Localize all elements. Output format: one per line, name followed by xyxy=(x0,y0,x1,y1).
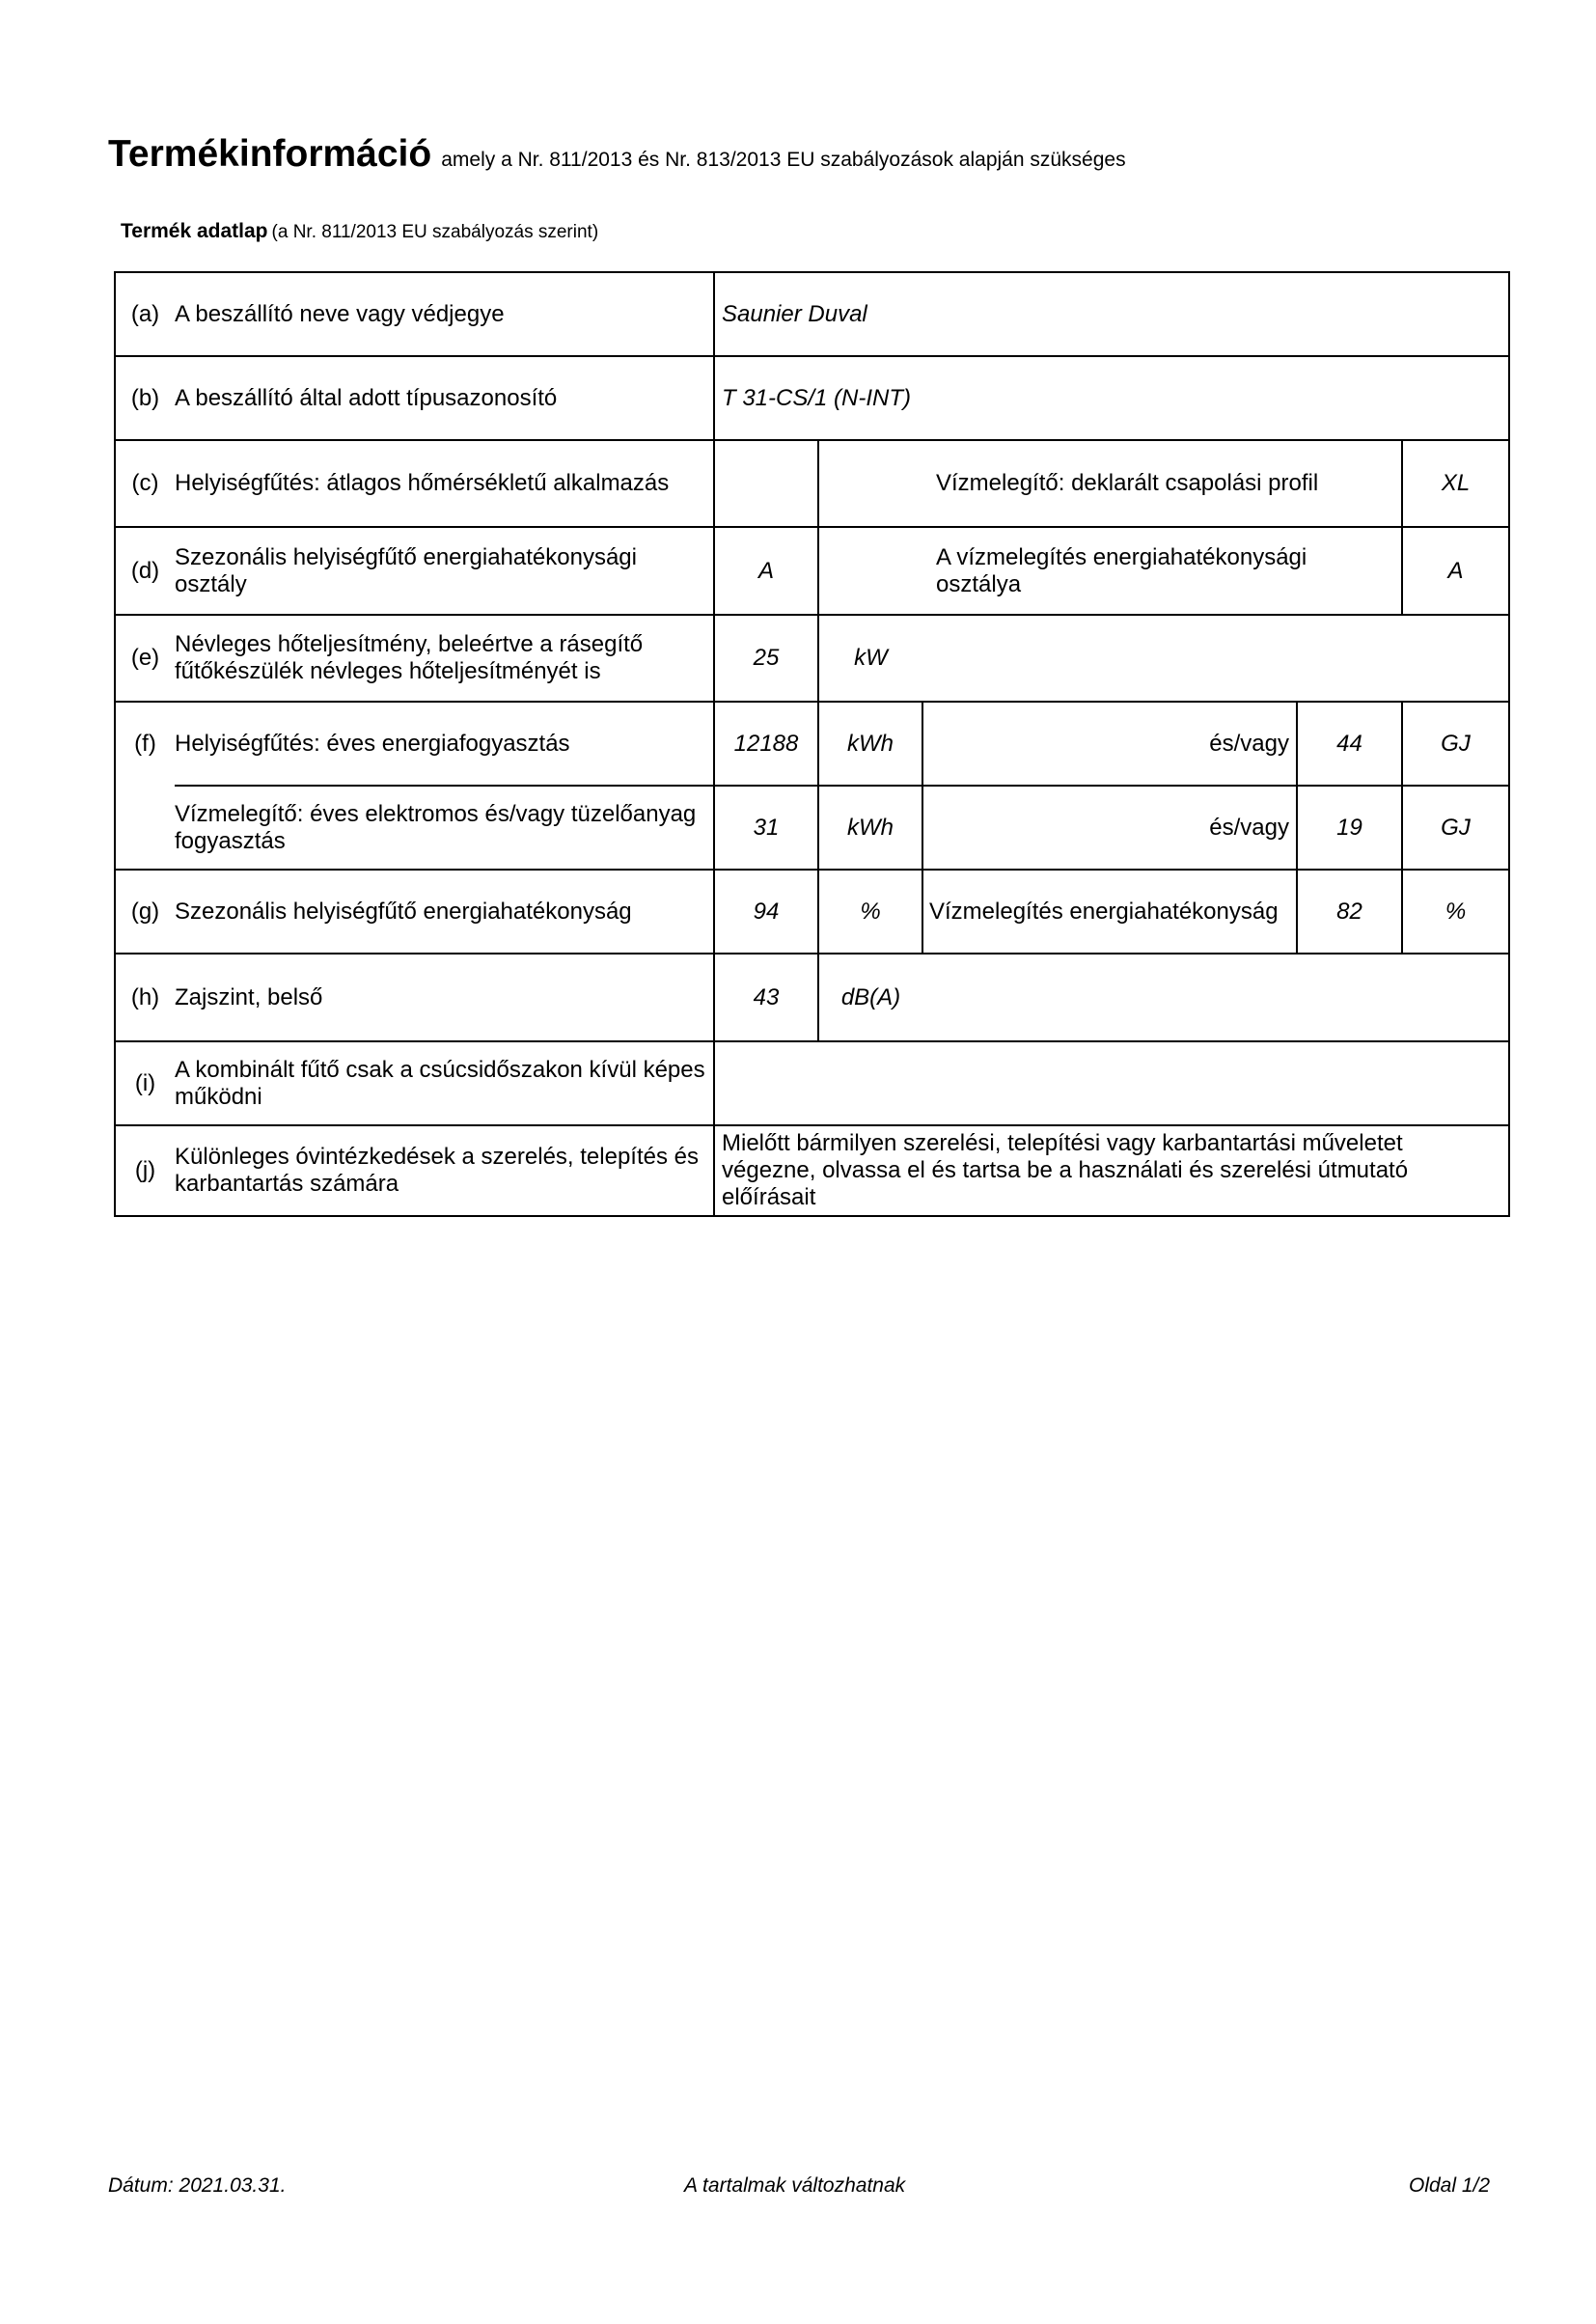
unit-kwh: kWh xyxy=(818,702,922,786)
row-code: (j) xyxy=(115,1125,175,1216)
table-row-g xyxy=(115,870,1509,954)
table-row-f2 xyxy=(115,786,1509,870)
product-fiche-table xyxy=(114,271,1510,1217)
water-heating-class-label-text: A vízmelegítés energiahatékonysági osztálya xyxy=(936,543,1307,597)
water-heating-efficiency-label: Vízmelegítés energiahatékonyság xyxy=(922,870,1297,954)
off-peak-value xyxy=(714,1041,1509,1125)
row-label: A beszállító által adott típusazonosító xyxy=(175,356,714,440)
row-label: Vízmelegítő: éves elektromos és/vagy tüzelőanyag fogyasztás xyxy=(175,786,714,870)
water-heating-label xyxy=(818,440,1402,527)
unit-gj: GJ xyxy=(1402,786,1509,870)
row-label: A beszállító neve vagy védjegye xyxy=(175,272,714,356)
and-or-label: és/vagy xyxy=(922,786,1297,870)
water-heating-label-text: Vízmelegítő: deklarált csapolási profil xyxy=(936,470,1319,496)
water-heating-consumption-gj: 19 xyxy=(1297,786,1402,870)
space-heating-class-value: A xyxy=(714,527,818,615)
page-title: Termékinformáció xyxy=(108,133,432,175)
sound-power-value: 43 xyxy=(714,954,818,1041)
row-code: (c) xyxy=(115,440,175,527)
table-row-a xyxy=(115,272,1509,356)
unit-kwh: kWh xyxy=(818,786,922,870)
load-profile-value: XL xyxy=(1402,440,1509,527)
sound-power-unit: dB(A) xyxy=(818,954,922,1041)
footer-page-number: Oldal 1/2 xyxy=(1409,2174,1491,2197)
water-heating-consumption-kwh: 31 xyxy=(714,786,818,870)
percent-unit: % xyxy=(818,870,922,954)
footer-date: Dátum: 2021.03.31. xyxy=(108,2174,287,2197)
row-label: Szezonális helyiségfűtő energiahatékonyság xyxy=(175,870,714,954)
unit-gj: GJ xyxy=(1402,702,1509,786)
space-heating-consumption-gj: 44 xyxy=(1297,702,1402,786)
page-title-block xyxy=(108,133,1126,176)
empty-cell xyxy=(922,954,1509,1041)
space-heating-efficiency-value: 94 xyxy=(714,870,818,954)
table-row-e xyxy=(115,615,1509,702)
space-heating-consumption-kwh: 12188 xyxy=(714,702,818,786)
row-label: Különleges óvintézkedések a szerelés, telepítés és karbantartás számára xyxy=(175,1125,714,1216)
water-heating-class-label xyxy=(818,527,1402,615)
water-heating-class-value: A xyxy=(1402,527,1509,615)
rated-output-unit: kW xyxy=(818,615,922,702)
row-code: (d) xyxy=(115,527,175,615)
row-label: Helyiségfűtés: átlagos hőmérsékletű alkalmazás xyxy=(175,440,714,527)
space-heating-value xyxy=(714,440,818,527)
row-label: Zajszint, belső xyxy=(175,954,714,1041)
table-row-f xyxy=(115,702,1509,786)
row-code: (e) xyxy=(115,615,175,702)
row-code: (f) xyxy=(115,702,175,786)
section-subtitle-suffix: (a Nr. 811/2013 EU szabályozás szerint) xyxy=(271,222,599,242)
footer-note: A tartalmak változhatnak xyxy=(684,2174,906,2197)
row-code: (g) xyxy=(115,870,175,954)
row-code: (a) xyxy=(115,272,175,356)
empty-cell xyxy=(922,615,1509,702)
row-code: (h) xyxy=(115,954,175,1041)
table-row-d xyxy=(115,527,1509,615)
row-label: A kombinált fűtő csak a csúcsidőszakon kívül képes működni xyxy=(175,1041,714,1125)
row-label: Névleges hőteljesítmény, beleértve a rásegítő fűtőkészülék névleges hőteljesítményét is xyxy=(175,615,714,702)
row-label: Helyiségfűtés: éves energiafogyasztás xyxy=(175,702,714,786)
section-subtitle-block xyxy=(121,220,598,243)
table-row-b xyxy=(115,356,1509,440)
table-row-i xyxy=(115,1041,1509,1125)
rated-output-value: 25 xyxy=(714,615,818,702)
percent-unit: % xyxy=(1402,870,1509,954)
and-or-label: és/vagy xyxy=(922,702,1297,786)
section-subtitle: Termék adatlap xyxy=(121,220,268,242)
table-row-h xyxy=(115,954,1509,1041)
page-title-suffix: amely a Nr. 811/2013 és Nr. 813/2013 EU szabályozások alapján szükséges xyxy=(441,149,1126,171)
row-label: Szezonális helyiségfűtő energiahatékonysági osztály xyxy=(175,527,714,615)
supplier-name-value: Saunier Duval xyxy=(714,272,1509,356)
row-code: (i) xyxy=(115,1041,175,1125)
precautions-value: Mielőtt bármilyen szerelési, telepítési vagy karbantartási műveletet végezne, olvassa el és tartsa be a használati és szerelési útmutató előírásait xyxy=(714,1125,1509,1216)
water-heating-efficiency-value: 82 xyxy=(1297,870,1402,954)
table-row-c xyxy=(115,440,1509,527)
table-row-j xyxy=(115,1125,1509,1216)
empty-code-cell xyxy=(115,786,175,870)
model-identifier-value: T 31-CS/1 (N-INT) xyxy=(714,356,1509,440)
row-code: (b) xyxy=(115,356,175,440)
